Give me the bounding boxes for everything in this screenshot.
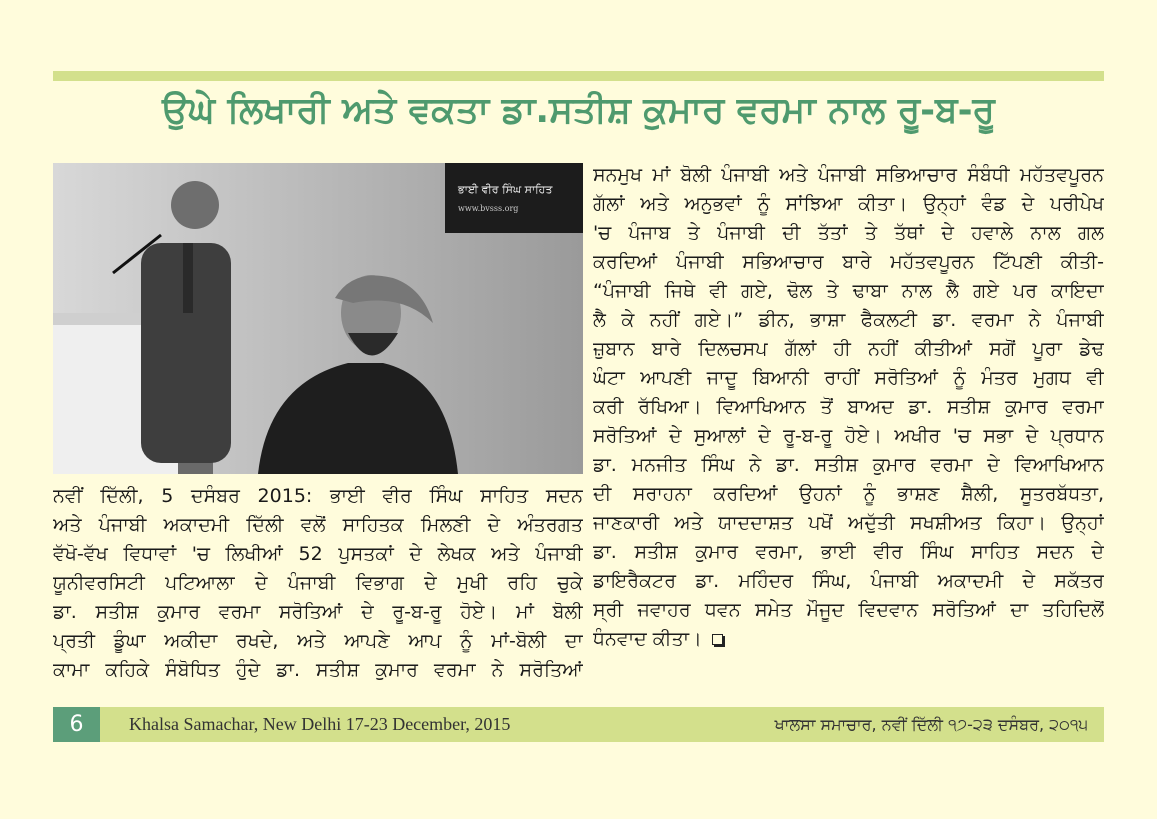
text-line: ਕਰੀ ਰੱਖਿਆ। ਵਿਆਖਿਆਨ ਤੋਂ ਬਾਅਦ ਡਾ. ਸਤੀਸ਼ ਕੁਮਾਰ ਵਰਮਾ (593, 396, 1104, 418)
text-line: ਜਾਣਕਾਰੀ ਅਤੇ ਯਾਦਦਾਸ਼ਤ ਪਖੋਂ ਅਦੁੱਤੀ ਸਖਸ਼ੀਅਤ ਕਿਹਾ। ਉਨ੍ਹਾਂ (593, 512, 1104, 534)
text-line: ਪ੍ਰਤੀ ਡੂੰਘਾ ਅਕੀਦਾ ਰਖਦੇ, ਅਤੇ ਆਪਣੇ ਆਪ ਨੂੰ ਮਾਂ-ਬੋਲੀ ਦਾ (53, 630, 583, 652)
text-line: ਡਾਇਰੈਕਟਰ ਡਾ. ਮਹਿੰਦਰ ਸਿੰਘ, ਪੰਜਾਬੀ ਅਕਾਦਮੀ ਦੇ ਸਕੱਤਰ (593, 570, 1104, 592)
article-title: ਉਘੇ ਲਿਖਾਰੀ ਅਤੇ ਵਕਤਾ ਡਾ.ਸਤੀਸ਼ ਕੁਮਾਰ ਵਰਮਾ ਨਾਲ ਰੂ-ਬ-ਰੂ (162, 90, 995, 131)
text-line: ਵੱਖੋ-ਵੱਖ ਵਿਧਾਵਾਂ 'ਚ ਲਿਖੀਆਂ 52 ਪੁਸਤਕਾਂ ਦੇ ਲੇਖਕ ਅਤੇ ਪੰਜਾਬੀ (53, 543, 583, 565)
left-column-text (53, 482, 583, 685)
footer-publication-english: Khalsa Samachar, New Delhi 17-23 December, 2015 (129, 714, 511, 734)
text-line: ਗੱਲਾਂ ਅਤੇ ਅਨੁਭਵਾਂ ਨੂੰ ਸਾਂਝਿਆ ਕੀਤਾ। ਉਨ੍ਹਾਂ ਵੰਡ ਦੇ ਪਰੀਪੇਖ (593, 193, 1104, 215)
text-line: ਕਾਮਾ ਕਹਿਕੇ ਸੰਬੋਧਿਤ ਹੁੰਦੇ ਡਾ. ਸਤੀਸ਼ ਕੁਮਾਰ ਵਰਮਾ ਨੇ ਸਰੋਤਿਆਂ (53, 659, 583, 681)
photo-illustration (53, 163, 583, 474)
text-line: “ਪੰਜਾਬੀ ਜਿਥੇ ਵੀ ਗਏ, ਢੋਲ ਤੇ ਢਾਬਾ ਨਾਲ ਲੈ ਗਏ ਪਰ ਕਾਇਦਾ (593, 280, 1104, 302)
text-line: ਜ਼ੁਬਾਨ ਬਾਰੇ ਦਿਲਚਸਪ ਗੱਲਾਂ ਹੀ ਨਹੀਂ ਕੀਤੀਆਂ ਸਗੋਂ ਪੂਰਾ ਡੇਢ (593, 338, 1104, 360)
text-line: ਅਤੇ ਪੰਜਾਬੀ ਅਕਾਦਮੀ ਦਿੱਲੀ ਵਲੋਂ ਸਾਹਿਤਕ ਮਿਲਣੀ ਦੇ ਅੰਤਰਗਤ (53, 514, 583, 536)
text-line: ਦੀ ਸਰਾਹਨਾ ਕਰਦਿਆਂ ਉਹਨਾਂ ਨੂੰ ਭਾਸ਼ਣ ਸ਼ੈਲੀ, ਸੂਤਰਬੱਧਤਾ, (593, 483, 1104, 505)
text-line: ਡਾ. ਸਤੀਸ਼ ਕੁਮਾਰ ਵਰਮਾ ਸਰੋਤਿਆਂ ਦੇ ਰੂ-ਬ-ਰੂ ਹੋਏ। ਮਾਂ ਬੋਲੀ (53, 601, 583, 623)
text-line: ਸਨਮੁਖ ਮਾਂ ਬੋਲੀ ਪੰਜਾਬੀ ਅਤੇ ਪੰਜਾਬੀ ਸਭਿਆਚਾਰ ਸੰਬੰਧੀ ਮਹੱਤਵਪੂਰਨ (593, 164, 1104, 186)
text-line: ਸ੍ਰੀ ਜਵਾਹਰ ਧਵਨ ਸਮੇਤ ਮੌਜੂਦ ਵਿਦਵਾਨ ਸਰੋਤਿਆਂ ਦਾ ਤਹਿਦਿਲੋਂ (593, 599, 1104, 621)
text-line: ਡਾ. ਸਤੀਸ਼ ਕੁਮਾਰ ਵਰਮਾ, ਭਾਈ ਵੀਰ ਸਿੰਘ ਸਾਹਿਤ ਸਦਨ ਦੇ (593, 541, 1104, 563)
closing-text: ਧੰਨਵਾਦ ਕੀਤਾ। (593, 628, 702, 650)
banner-text: ਭਾਈ ਵੀਰ ਸਿੰਘ ਸਾਹਿਤ (458, 183, 553, 196)
text-line: 'ਚ ਪੰਜਾਬ ਤੇ ਪੰਜਾਬੀ ਦੀ ਤੱਤਾਂ ਤੇ ਤੱਥਾਂ ਦੇ ਹਵਾਲੇ ਨਾਲ ਗਲ (593, 222, 1104, 244)
banner-url: www.bvsss.org (458, 204, 519, 213)
end-of-article-icon (712, 634, 723, 645)
right-column-text (593, 161, 1104, 654)
event-photo (53, 163, 583, 474)
text-line: ਘੰਟਾ ਆਪਣੀ ਜਾਦੂ ਬਿਆਨੀ ਰਾਹੀਂ ਸਰੋਤਿਆਂ ਨੂੰ ਮੰਤਰ ਮੁਗਧ ਵੀ (593, 367, 1104, 389)
text-line: ਯੂਨੀਵਰਸਿਟੀ ਪਟਿਆਲਾ ਦੇ ਪੰਜਾਬੀ ਵਿਭਾਗ ਦੇ ਮੁਖੀ ਰਹਿ ਚੁਕੇ (53, 572, 583, 594)
text-line-final (593, 625, 1104, 654)
text-line: ਲੈ ਕੇ ਨਹੀਂ ਗਏ।” ਡੀਨ, ਭਾਸ਼ਾ ਫੈਕਲਟੀ ਡਾ. ਵਰਮਾ ਨੇ ਪੰਜਾਬੀ (593, 309, 1104, 331)
text-line: ਸਰੋਤਿਆਂ ਦੇ ਸੁਆਲਾਂ ਦੇ ਰੂ-ਬ-ਰੂ ਹੋਏ। ਅਖੀਰ 'ਚ ਸਭਾ ਦੇ ਪ੍ਰਧਾਨ (593, 425, 1104, 447)
text-line: ਡਾ. ਮਨਜੀਤ ਸਿੰਘ ਨੇ ਡਾ. ਸਤੀਸ਼ ਕੁਮਾਰ ਵਰਮਾ ਦੇ ਵਿਆਖਿਆਨ (593, 454, 1104, 476)
text-line: ਨਵੀਂ ਦਿੱਲੀ, 5 ਦਸੰਬਰ 2015: ਭਾਈ ਵੀਰ ਸਿੰਘ ਸਾਹਿਤ ਸਦਨ (53, 485, 583, 507)
footer-publication-punjabi: ਖਾਲਸਾ ਸਮਾਚਾਰ, ਨਵੀਂ ਦਿੱਲੀ ੧੭-੨੩ ਦਸੰਬਰ, ੨੦੧੫ (774, 715, 1088, 734)
top-rule (53, 71, 1104, 81)
text-line: ਕਰਦਿਆਂ ਪੰਜਾਬੀ ਸਭਿਆਚਾਰ ਬਾਰੇ ਮਹੱਤਵਪੂਰਨ ਟਿੱਪਣੀ ਕੀਤੀ- (593, 251, 1104, 273)
footer-bar (53, 707, 1104, 742)
page-number: 6 (53, 707, 100, 742)
